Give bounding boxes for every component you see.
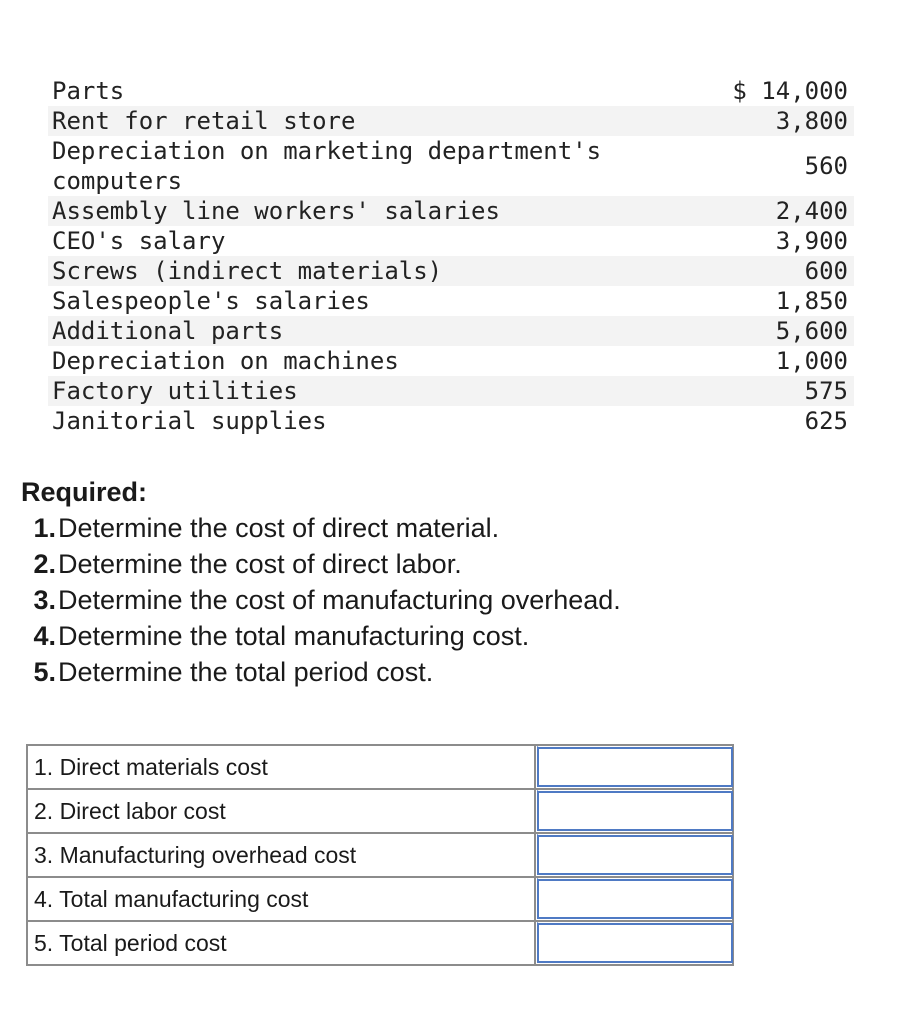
item-text: Determine the total manufacturing cost.	[58, 621, 530, 651]
answer-row	[27, 745, 733, 789]
table-row	[48, 256, 854, 286]
list-item	[14, 546, 621, 582]
item-number: 1.	[33, 513, 56, 543]
total-period-cost-input[interactable]	[537, 923, 733, 963]
cost-item-label: Additional parts	[48, 316, 655, 346]
cost-item-amount: $ 14,000	[732, 77, 848, 105]
table-row	[48, 406, 854, 436]
answer-grid	[26, 744, 734, 966]
manufacturing-overhead-cost-input[interactable]	[537, 835, 733, 875]
cost-item-amount: 600	[655, 256, 854, 286]
list-item	[14, 510, 621, 546]
table-row	[48, 346, 854, 376]
answer-label: 3. Manufacturing overhead cost	[27, 833, 535, 877]
cost-item-amount: 2,400	[655, 196, 854, 226]
total-manufacturing-cost-input[interactable]	[537, 879, 733, 919]
list-item	[14, 654, 621, 690]
cost-item-amount: 1,850	[775, 287, 848, 315]
table-row	[48, 286, 854, 316]
cost-item-label: Parts	[52, 77, 125, 105]
cost-item-label: Depreciation on machines	[52, 347, 399, 375]
answer-row	[27, 921, 733, 965]
cost-item-amount: 560	[804, 152, 848, 180]
cost-item-amount: 625	[804, 407, 848, 435]
answer-cell	[535, 833, 733, 877]
cost-item-amount: 1,000	[775, 347, 848, 375]
direct-materials-cost-input[interactable]	[537, 747, 733, 787]
item-number: 2.	[33, 549, 56, 579]
table-row	[48, 76, 854, 106]
required-list	[14, 510, 621, 690]
item-text: Determine the cost of direct material.	[58, 513, 500, 543]
table-row	[48, 196, 854, 226]
answer-label: 4. Total manufacturing cost	[27, 877, 535, 921]
list-item	[14, 582, 621, 618]
answer-cell	[535, 921, 733, 965]
answer-cell	[535, 877, 733, 921]
answer-row	[27, 877, 733, 921]
answer-label: 5. Total period cost	[27, 921, 535, 965]
item-text: Determine the cost of direct labor.	[58, 549, 462, 579]
answer-cell	[535, 789, 733, 833]
cost-item-amount: 575	[655, 376, 854, 406]
cost-item-amount: 3,900	[775, 227, 848, 255]
answer-label: 1. Direct materials cost	[27, 745, 535, 789]
cost-item-label: CEO's salary	[52, 227, 226, 255]
list-item	[14, 618, 621, 654]
item-number: 4.	[33, 621, 56, 651]
answer-row	[27, 833, 733, 877]
table-row	[48, 106, 854, 136]
item-text: Determine the cost of manufacturing overhead.	[58, 585, 621, 615]
cost-item-label: Screws (indirect materials)	[48, 256, 655, 286]
cost-data-table	[48, 76, 854, 436]
cost-item-label: Assembly line workers' salaries	[48, 196, 655, 226]
table-row	[48, 376, 854, 406]
item-number: 5.	[33, 657, 56, 687]
item-number: 3.	[33, 585, 56, 615]
cost-item-label: Rent for retail store	[48, 106, 655, 136]
answer-label: 2. Direct labor cost	[27, 789, 535, 833]
table-row	[48, 316, 854, 346]
cost-item-amount: 5,600	[655, 316, 854, 346]
cost-item-label: Depreciation on marketing department's computers	[52, 137, 602, 195]
answer-cell	[535, 745, 733, 789]
item-text: Determine the total period cost.	[58, 657, 434, 687]
required-heading: Required:	[21, 477, 148, 507]
answer-row	[27, 789, 733, 833]
cost-item-amount: 3,800	[655, 106, 854, 136]
required-section	[14, 474, 621, 690]
cost-item-label: Salespeople's salaries	[52, 287, 370, 315]
direct-labor-cost-input[interactable]	[537, 791, 733, 831]
cost-item-label: Janitorial supplies	[52, 407, 327, 435]
table-row	[48, 136, 854, 196]
cost-item-label: Factory utilities	[48, 376, 655, 406]
table-row	[48, 226, 854, 256]
